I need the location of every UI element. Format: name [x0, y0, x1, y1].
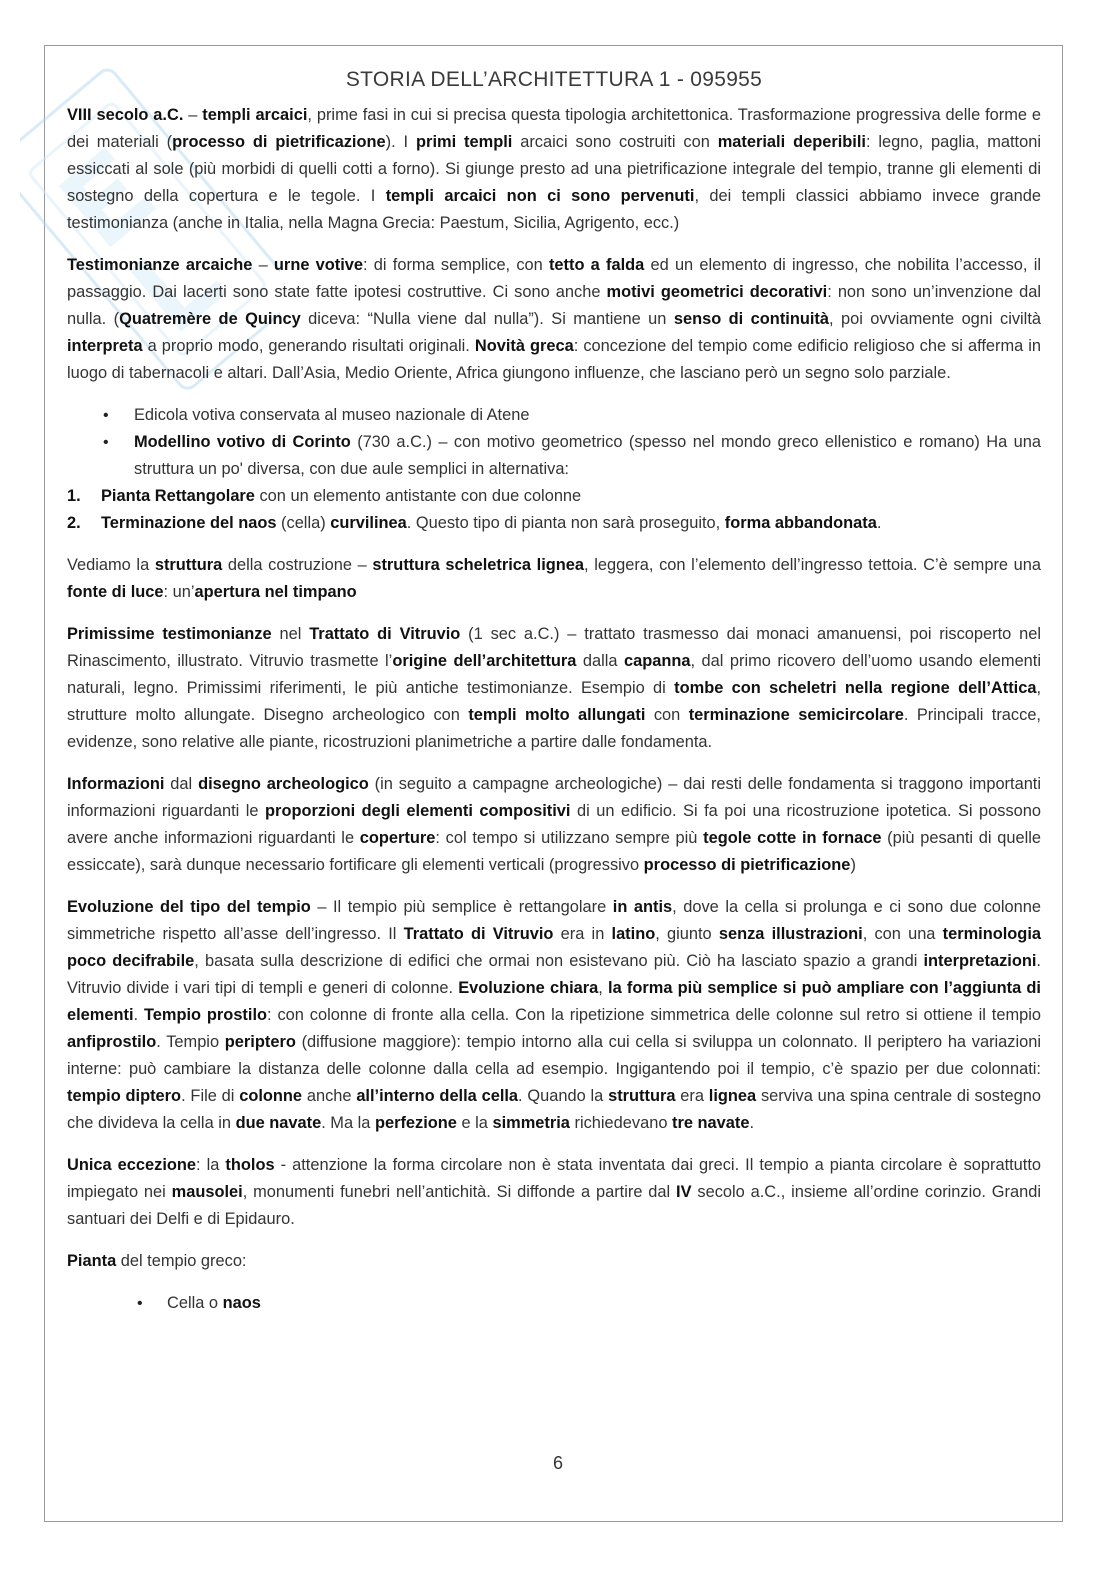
paragraph	[67, 252, 1041, 387]
bold-text: disegno archeologico	[198, 775, 369, 793]
bold-text: Novità greca	[474, 337, 574, 355]
text-run: –	[252, 256, 274, 274]
text-run: Edicola votiva conservata al museo nazionale di Atene	[134, 406, 530, 424]
text-run: secolo a.C., insieme all’ordine corinzio. Grandi santuari dei Delfi e di Epidauro.	[67, 1183, 1041, 1228]
bold-text: tetto a falda	[548, 256, 645, 274]
bold-text: interpretazioni	[923, 952, 1037, 970]
text-run: : non sono un’invenzione dal nulla. (	[67, 283, 1041, 328]
bold-text: simmetria	[492, 1114, 570, 1132]
page-title: STORIA DELL’ARCHITETTURA 1 - 095955	[345, 68, 763, 91]
bold-text: Unica eccezione	[67, 1156, 197, 1174]
bold-text: tholos	[225, 1156, 275, 1174]
text-run: , prime fasi in cui si precisa questa tipologia architettonica. Trasformazione progressiva delle forme e dei materiali (	[67, 106, 1041, 151]
text-run: con un elemento antistante con due colonne	[254, 487, 582, 505]
text-run: : con colonne di fronte alla cella. Con la ripetizione simmetrica delle colonne sul retro si ottiene il tempio	[267, 1006, 1041, 1024]
paragraph	[67, 552, 1041, 606]
item-number: 1.	[67, 487, 81, 505]
text-run: (cella)	[276, 514, 331, 532]
text-run: . Quando la	[518, 1087, 609, 1105]
text-run: . Ma la	[321, 1114, 375, 1132]
bold-text: templi arcaici non ci sono pervenuti	[385, 187, 695, 205]
paragraph	[67, 1152, 1041, 1233]
bold-text: struttura scheletrica lignea	[372, 556, 585, 574]
bold-text: Quatremère de Quincy	[119, 310, 301, 328]
bold-text: templi molto allungati	[468, 706, 646, 724]
bold-text: Tempio prostilo	[143, 1006, 268, 1024]
text-run: a proprio modo, generando risultati originali.	[142, 337, 475, 355]
bold-text: curvilinea	[330, 514, 407, 532]
text-run: , dal primo ricovero dell’uomo usando elementi naturali, legno. Primissimi riferimenti, le più antiche testimonianze. Esempio di	[67, 652, 1041, 697]
bold-text: terminologia poco decifrabile	[67, 925, 1041, 970]
bold-text: proporzioni degli elementi compositivi	[265, 802, 571, 820]
bullet-list-2	[67, 1290, 1041, 1317]
text-run: )	[850, 856, 856, 874]
bold-text: forma abbandonata	[724, 514, 877, 532]
text-run: : concezione del tempio come edificio religioso che si afferma in luogo di tabernacoli e altari. Dall’Asia, Medio Oriente, Africa giungono influenze, che lasciano però un segno solo parziale.	[67, 337, 1042, 382]
bold-text: due navate	[235, 1114, 322, 1132]
bullet-item	[67, 429, 1041, 483]
bold-text: capanna	[624, 652, 691, 670]
bold-text: Pianta Rettangolare	[101, 487, 255, 505]
item-number: 2.	[67, 514, 81, 532]
text-run: arcaici sono costruiti con	[512, 133, 718, 151]
text-run: : un’	[163, 583, 195, 601]
bold-text: struttura	[608, 1087, 676, 1105]
text-run: .	[749, 1114, 755, 1132]
bold-text: Testimonianze arcaiche	[67, 256, 253, 274]
text-run: , dove la cella si prolunga e ci sono due colonne simmetriche rispetto all’asse dell’ingresso. Il	[67, 898, 1042, 943]
bold-text: Terminazione del naos	[101, 514, 277, 532]
bold-text: primi templi	[416, 133, 513, 151]
text-run: : col tempo si utilizzano sempre più	[435, 829, 704, 847]
text-run: – Il tempio più semplice è rettangolare	[310, 898, 613, 916]
bold-text: senso di continuità	[673, 310, 829, 328]
text-run: . Vitruvio divide i vari tipi di templi e generi di colonne.	[67, 952, 1041, 997]
bold-text: interpreta	[67, 337, 143, 355]
text-run: era in	[553, 925, 612, 943]
text-run: –	[183, 106, 203, 124]
text-run: , strutture molto allungate. Disegno archeologico con	[67, 679, 1041, 724]
bold-text: coperture	[359, 829, 436, 847]
bold-text: fonte di luce	[67, 583, 164, 601]
text-run: anche	[302, 1087, 357, 1105]
text-run: : la	[196, 1156, 226, 1174]
text-run: di un edificio. Si fa poi una ricostruzione ipotetica. Si possono avere anche informazioni riguardanti le	[67, 802, 1041, 847]
text-run: ed un elemento di ingresso, che nobilita l’accesso, il passaggio. Dai lacerti sono state fatte ipotesi costruttive. Ci sono anche	[67, 256, 1041, 301]
text-run: : legno, paglia, mattoni essiccati al sole (più morbidi di quelli cotti a forno). Si giunge presto ad una pietrificazione integrale del tempio, tranne gli elementi di sostegno della copertura e le tegole. I	[67, 133, 1041, 205]
bold-text: processo di pietrificazione	[172, 133, 386, 151]
text-run: della costruzione –	[222, 556, 373, 574]
bold-text: motivi geometrici decorativi	[606, 283, 828, 301]
bold-text: Modellino votivo di Corinto	[134, 433, 351, 451]
bold-text: struttura	[154, 556, 223, 574]
paragraph	[67, 621, 1041, 756]
paragraph	[67, 1248, 1041, 1275]
text-run: , monumenti funebri nell’antichità. Si diffonde a partire dal	[242, 1183, 677, 1201]
bullet-list-1	[67, 402, 1041, 483]
text-run: . File di	[181, 1087, 240, 1105]
bold-text: tre navate	[672, 1114, 750, 1132]
bold-text: tempio diptero	[67, 1087, 182, 1105]
bold-text: anfiprostilo	[67, 1033, 157, 1051]
text-run: ,	[598, 979, 609, 997]
page-number: 6	[552, 1453, 563, 1473]
text-run: .	[133, 1006, 144, 1024]
bold-text: IV	[676, 1183, 692, 1201]
bullet-item	[67, 1290, 1041, 1317]
text-run: dalla	[576, 652, 625, 670]
bold-text: Primissime testimonianze	[67, 625, 272, 643]
bold-text: Informazioni	[67, 775, 165, 793]
bold-text: Trattato di Vitruvio	[403, 925, 554, 943]
bold-text: VIII secolo a.C.	[67, 106, 184, 124]
text-run: , basata sulla descrizione di edifici che ormai non esistevano più. Ciò ha lasciato spazio a grandi	[194, 952, 924, 970]
text-run: , con una	[862, 925, 943, 943]
bold-text: latino	[611, 925, 656, 943]
bold-text: all’interno della cella	[356, 1087, 519, 1105]
bold-text: Evoluzione chiara	[458, 979, 599, 997]
paragraph	[67, 894, 1041, 1137]
text-run: (più pesanti di quelle essiccate), sarà dunque necessario fortificare gli elementi verticali (progressivo	[67, 829, 1041, 874]
bold-text: templi arcaici	[202, 106, 308, 124]
paragraphs-section-1	[67, 102, 1041, 387]
bold-text: la forma più semplice si può ampliare con l’aggiunta di elementi	[67, 979, 1041, 1024]
numbered-list	[67, 483, 1041, 537]
bold-text: tegole cotte in fornace	[703, 829, 882, 847]
bold-text: Trattato di Vitruvio	[309, 625, 461, 643]
text-run: richiedevano	[569, 1114, 672, 1132]
text-run: , giunto	[655, 925, 719, 943]
text-run: - attenzione la forma circolare non è stata inventata dai greci. Il tempio a pianta circolare è soprattutto impiegato nei	[67, 1156, 1042, 1201]
paragraph	[67, 102, 1041, 237]
bold-text: Pianta	[67, 1252, 117, 1270]
document-body	[67, 68, 1041, 1317]
text-run: Cella o	[167, 1294, 223, 1312]
text-run: . Questo tipo di pianta non sarà proseguito,	[406, 514, 725, 532]
text-run: e la	[456, 1114, 493, 1132]
numbered-item	[67, 510, 1041, 537]
text-run: (in seguito a campagne archeologiche) – dai resti delle fondamenta si traggono importanti informazioni riguardanti le	[67, 775, 1041, 820]
text-run: con	[645, 706, 689, 724]
text-run: nel	[271, 625, 310, 643]
text-run: .	[876, 514, 882, 532]
text-run: , dei templi classici abbiamo invece grande testimonianza (anche in Italia, nella Magna Grecia: Paestum, Sicilia, Agrigento, ecc.)	[67, 187, 1041, 232]
text-run: . Tempio	[156, 1033, 225, 1051]
text-run: . Principali tracce, evidenze, sono relative alle piante, ricostruzioni planimetriche a partire dalle fondamenta.	[67, 706, 1041, 751]
bold-text: processo di pietrificazione	[643, 856, 851, 874]
text-run: (1 sec a.C.) – trattato trasmesso dai monaci amanuensi, poi riscoperto nel Rinascimento, illustrato. Vitruvio trasmette l’	[67, 625, 1041, 670]
bold-text: perfezione	[374, 1114, 457, 1132]
bold-text: in antis	[612, 898, 673, 916]
text-run: diceva: “Nulla viene dal nulla”). Si mantiene un	[300, 310, 674, 328]
bold-text: mausolei	[171, 1183, 243, 1201]
numbered-item	[67, 483, 1041, 510]
text-run: , leggera, con l’elemento dell’ingresso tettoia. C’è sempre una	[584, 556, 1042, 574]
bold-text: colonne	[239, 1087, 303, 1105]
bold-text: naos	[222, 1294, 261, 1312]
text-run: del tempio greco:	[116, 1252, 247, 1270]
bullet-item	[67, 402, 1041, 429]
bold-text: lignea	[708, 1087, 757, 1105]
paragraph	[67, 771, 1041, 879]
bold-text: materiali deperibili	[717, 133, 866, 151]
paragraphs-section-2	[67, 552, 1041, 1275]
bold-text: Evoluzione del tipo del tempio	[67, 898, 311, 916]
text-run: (730 a.C.) – con motivo geometrico (spesso nel mondo greco ellenistico e romano) Ha una struttura un po' diversa, con due aule semplici in alternativa:	[134, 433, 1041, 478]
bold-text: apertura nel timpano	[194, 583, 357, 601]
bold-text: senza illustrazioni	[718, 925, 863, 943]
text-run: serviva una spina centrale di sostegno che divideva la cella in	[67, 1087, 1041, 1132]
text-run: era	[675, 1087, 709, 1105]
text-run: , poi ovviamente ogni civiltà	[828, 310, 1041, 328]
bold-text: periptero	[224, 1033, 296, 1051]
bold-text: terminazione semicircolare	[688, 706, 904, 724]
text-run: (diffusione maggiore): tempio intorno alla cui cella si sviluppa un colonnato. Il periptero ha variazioni interne: può cambiare la distanza delle colonne dalla cella ad esempio. Ingigantendo poi il tempio, c’è spazio per due colonnati:	[67, 1033, 1042, 1078]
bold-text: origine dell’architettura	[392, 652, 577, 670]
text-run: Vediamo la	[67, 556, 155, 574]
bold-text: tombe con scheletri nella regione dell’Attica	[674, 679, 1037, 697]
text-run: dal	[164, 775, 199, 793]
bold-text: urne votive	[273, 256, 364, 274]
text-run: ). I	[385, 133, 417, 151]
text-run: : di forma semplice, con	[363, 256, 549, 274]
